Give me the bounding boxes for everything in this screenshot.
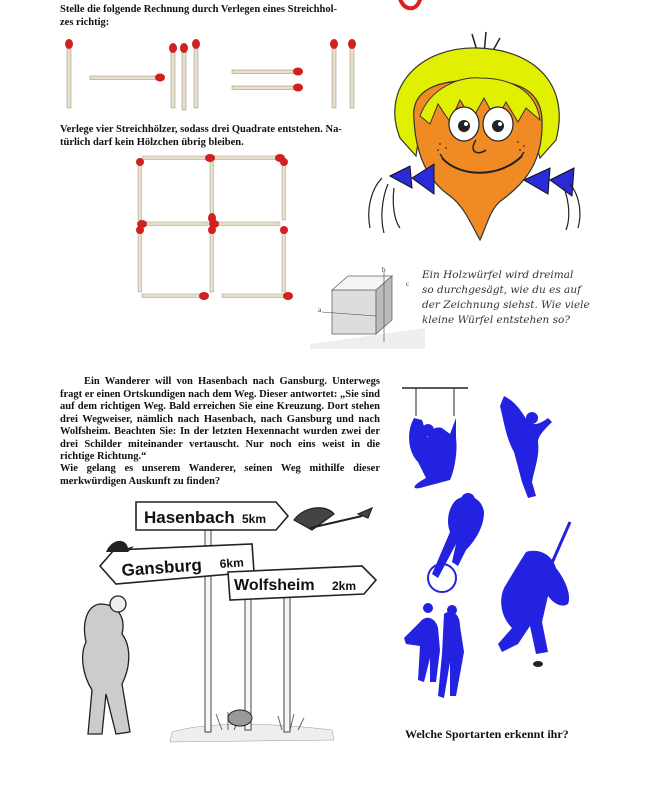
sign-gansburg-name: Gansburg xyxy=(120,555,203,580)
hockey-player-silhouette xyxy=(498,522,570,667)
matchstick-equation xyxy=(60,36,370,116)
sign-wolfsheim-name: Wolfsheim xyxy=(234,577,315,594)
roman-one-left xyxy=(65,39,73,108)
roman-two xyxy=(330,39,356,108)
sports-silhouettes xyxy=(398,382,588,712)
matchstick-squares xyxy=(130,150,305,305)
roman-three xyxy=(169,39,200,110)
minus-sign xyxy=(90,74,165,82)
sign-wolfsheim-distance: 2km xyxy=(332,579,357,593)
frog-illustration xyxy=(228,710,252,726)
puzzle2-instruction: Verlege vier Streichhölzer, sodass drei Quadrate entstehen. Na- türlich darf kein Hölzchen übrig bleiben. xyxy=(60,124,342,148)
sports-question: Welche Sportarten erkennt ihr? xyxy=(405,727,569,741)
sign-wolfsheim xyxy=(228,566,376,600)
girl-face-illustration xyxy=(360,28,590,253)
cube-label-a: a xyxy=(318,306,322,314)
cube-label-c: c xyxy=(406,280,410,288)
sign-hasenbach-name: Hasenbach xyxy=(144,508,235,527)
cube-puzzle-text: Ein Holzwürfel wird dreimal so durchgesägt, wie du es auf der Zeichnung siehst. Wie viele kleine Würfel entstehen so? xyxy=(422,269,590,326)
cube-label-b: b xyxy=(382,266,386,274)
sign-gansburg-distance: 6km xyxy=(219,555,245,571)
figure-skater-silhouette xyxy=(500,396,552,498)
sign-hasenbach xyxy=(136,502,288,530)
wanderer-question: Wie gelang es unserem Wanderer, seinen Weg mithilfe dieser merkwürdigen Auskunft zu finden? xyxy=(60,463,380,487)
wanderer-text: Ein Wanderer will von Hasenbach nach Gansburg. Unterwegs fragt er einen Ortskundigen nach dem Weg. Dieser antwortet: „Sie sind auf dem richtigen Weg. Bald erreichen Sie eine Kreuzung. Dort stehen drei Wegweiser, nämlich nach Hasenbach, nach Gansburg und nach Wolfsheim. Beachten Sie: In der letzten Hexennacht wurden zwei der drei Schilder miteinander vertauscht. Nur noch eins weist in die richtige Richtung.“ xyxy=(60,376,380,462)
red-heading-fragment xyxy=(395,0,425,16)
sign-hasenbach-distance: 5km xyxy=(242,512,267,526)
cyclist-silhouette xyxy=(428,493,484,592)
equals-sign xyxy=(232,68,303,92)
puzzle1-instruction: Stelle die folgende Rechnung durch Verlegen eines Streichhol- zes richtig: xyxy=(60,4,337,28)
witch-illustration xyxy=(294,508,372,530)
signpost-illustration xyxy=(72,494,382,744)
gymnast-rings-silhouette xyxy=(402,388,468,488)
wanderer-figure xyxy=(83,604,130,734)
basketball-players-silhouette xyxy=(404,603,464,698)
cube-drawing xyxy=(310,264,425,349)
